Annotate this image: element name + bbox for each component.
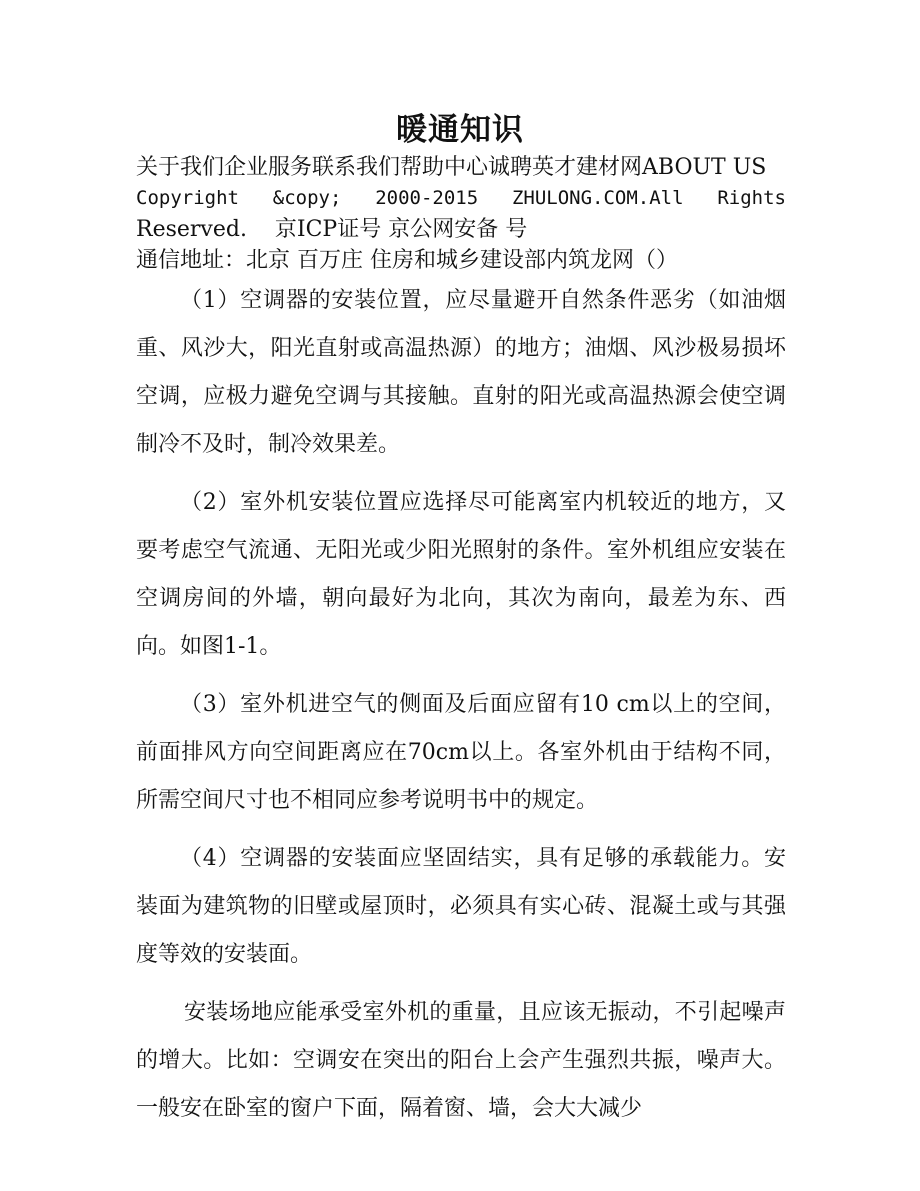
article-body: [136, 277, 786, 1134]
paragraph-2: （2）室外机安装位置应选择尽可能离室内机较近的地方，又要考虑空气流通、无阳光或少阳光照射的条件。室外机组应安装在空调房间的外墙，朝向最好为北向，其次为南向，最差为东、西向。如图1-1。: [136, 490, 786, 659]
copyright-symbol: &copy;: [272, 187, 342, 209]
paragraph-3: （3）室外机进空气的侧面及后面应留有10 cm以上的空间，前面排风方向空间距离应在70cm以上。各室外机由于结构不同，所需空间尺寸也不相同应参考说明书中的规定。: [136, 692, 786, 813]
copyright-years: 2000-2015: [375, 187, 479, 209]
copyright-site: ZHULONG.COM.All: [511, 187, 684, 209]
nav-links-line: 关于我们企业服务联系我们帮助中心诚聘英才建材网ABOUT US: [136, 155, 767, 180]
copyright-word: Copyright: [136, 187, 239, 209]
paragraph-1: （1）空调器的安装位置，应尽量避开自然条件恶劣（如油烟重、风沙大，阳光直射或高温热源）的地方；油烟、风沙极易损坏空调，应极力避免空调与其接触。直射的阳光或高温热源会使空调制冷不及时，制冷效果差。: [136, 288, 786, 457]
address-line: 通信地址：北京 百万庄 住房和城乡建设部内筑龙网（）: [136, 248, 678, 273]
copyright-line: [136, 183, 786, 214]
copyright-rights: Rights: [717, 187, 786, 209]
paragraph-5: 安装场地应能承受室外机的重量，且应该无振动，不引起噪声的增大。比如：空调安在突出的阳台上会产生强烈共振，噪声大。一般安在卧室的窗户下面，隔着窗、墙，会大大减少: [136, 1000, 786, 1121]
paragraph-4: （4）空调器的安装面应坚固结实，具有足够的承载能力。安装面为建筑物的旧壁或屋顶时，必须具有实心砖、混凝土或与其强度等效的安装面。: [136, 846, 786, 967]
document-title: 暖通知识: [396, 112, 524, 148]
icp-line: Reserved. 京ICP证号 京公网安备 号: [136, 217, 528, 242]
site-footer-info: [136, 152, 786, 276]
